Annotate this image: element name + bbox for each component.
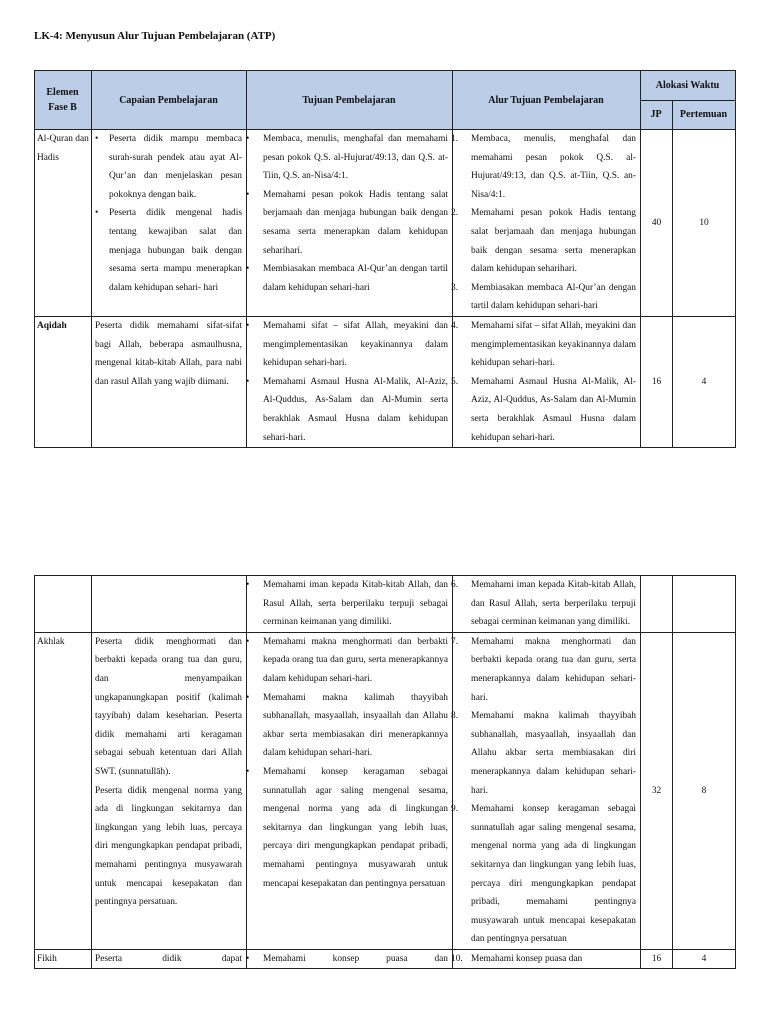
elemen-cell: Al-Quran dan Hadis xyxy=(35,130,92,317)
alur-number: 9. xyxy=(451,804,459,815)
capaian-text: Peserta didik mengenal norma yang ada di lingkungan sekitarnya dan lingkungan yang lebih luas, percaya diri mengungkapkan pendapat pribadi, memahami pentingnya musyawarah untuk mencapai kesepakatan dan pentingnya persatuan. xyxy=(95,785,242,908)
capaian-item: • Peserta didik mampu membaca surah-surah pendek atau ayat Al-Qur’an dan menjelaskan pesan pokoknya dengan baik. xyxy=(95,130,242,204)
alur-item xyxy=(453,707,636,800)
atp-table-page-2 xyxy=(34,575,736,969)
table-row-aqidah xyxy=(35,316,736,447)
alur-text: Memahami Asmaul Husna Al-Malik, Al-Aziz, Al-Quddus, As-Salam dan Al-Mumin serta berakhlak Asmaul Husna dalam kehidupan sehari-hari. xyxy=(471,376,636,443)
header-pertemuan: Pertemuan xyxy=(673,100,736,130)
tujuan-item: • Memahami makna menghormati dan berbakti kepada orang tua dan guru, serta menerapkannya dalam kehidupan sehari-hari. xyxy=(247,633,448,689)
elemen-cell: Akhlak xyxy=(35,632,92,949)
capaian-cell xyxy=(92,576,247,633)
alur-cell xyxy=(453,576,641,633)
alur-item xyxy=(453,317,636,373)
capaian-cell: Peserta didik dapat xyxy=(92,949,247,969)
pertemuan-cell xyxy=(673,576,736,633)
alur-item xyxy=(453,576,636,632)
alur-item xyxy=(453,130,636,204)
header-alur: Alur Tujuan Pembelajaran xyxy=(453,71,641,130)
jp-cell xyxy=(641,576,673,633)
tujuan-item: • Membaca, menulis, menghafal dan memahami pesan pokok Q.S. al-Hujurat/49:13, dan Q.S. at-Tiin, Q.S. an-Nisa/4:1. xyxy=(247,130,448,186)
alur-number: 1. xyxy=(451,134,459,144)
jp-cell: 16 xyxy=(641,949,673,969)
alur-text: Memahami iman kepada Kitab-kitab Allah, dan Rasul Allah, serta berperilaku terpuji sebagai cerminan keimanan yang dimiliki. xyxy=(471,580,636,628)
alur-number: 7. xyxy=(451,636,459,647)
alur-number: 4. xyxy=(451,320,459,331)
alur-number: 8. xyxy=(451,711,459,722)
header-elemen: Elemen Fase B xyxy=(35,71,92,130)
table-row-aqidah-continued xyxy=(35,576,736,633)
capaian-item: • Peserta didik mengenal hadis tentang kewajiban salat dan menjaga hubungan baik dengan sesama serta mampu menerapkan dalam kehidupan sehari- hari xyxy=(95,204,242,297)
tujuan-cell xyxy=(247,949,453,969)
elemen-cell xyxy=(35,576,92,633)
alur-text: Memahami sifat – sifat Allah, meyakini dan mengimplementasikan keyakinannya dalam kehidupan sehari-hari. xyxy=(471,320,636,369)
jp-cell: 16 xyxy=(641,316,673,447)
tujuan-cell xyxy=(247,632,453,949)
alur-item xyxy=(453,279,636,316)
alur-text: Memahami konsep keragaman sebagai sunnatullah agar saling mengenal sesama, mengenal norma yang ada di lingkungan sekitarnya dan lingkungan yang lebih luas, percaya diri mengungkapkan pendapat pribadi, memahami pentingnya musyawarah untuk mencapai kesepakatan dan pentingnya persatuan xyxy=(471,804,636,945)
alur-item xyxy=(453,373,636,447)
alur-item xyxy=(453,800,636,949)
capaian-cell xyxy=(92,632,247,949)
alur-number: 2. xyxy=(451,208,459,219)
alur-cell xyxy=(453,316,641,447)
alur-text: Memahami konsep puasa dan xyxy=(471,953,583,964)
alur-number: 6. xyxy=(451,580,459,590)
alur-text: Membaca, menulis, menghafal dan memahami pesan pokok Q.S. al-Hujurat/49:13, dan Q.S. at-Tiin, Q.S. an-Nisa/4:1. xyxy=(471,134,636,200)
alur-text: Membiasakan membaca Al-Qur’an dengan tartil dalam kehidupan sehari-hari xyxy=(471,282,636,312)
table-row-alquran xyxy=(35,130,736,317)
tujuan-cell xyxy=(247,130,453,317)
alur-number: 5. xyxy=(451,376,459,387)
header-alokasi: Alokasi Waktu xyxy=(641,71,736,101)
tujuan-item: • Memahami sifat – sifat Allah, meyakini dan mengimplementasikan keyakinannya dalam kehidupan sehari-hari. xyxy=(247,317,448,373)
pertemuan-cell: 8 xyxy=(673,632,736,949)
pertemuan-cell: 4 xyxy=(673,949,736,969)
alur-item xyxy=(453,950,636,969)
alur-text: Memahami pesan pokok Hadis tentang salat berjamaah dan menjaga hubungan baik dengan sesama serta menerapkan dalam kehidupan seharihari. xyxy=(471,208,636,275)
alur-cell xyxy=(453,632,641,949)
capaian-text: Peserta didik menghormati dan berbakti kepada orang tua dan guru, dan menyampaikan ungkapanungkapan positif (kalimah tayyibah) dalam keseharian. Peserta didik memahami arti keragaman sebagai sebuah ketentuan dari Allah SWT. (sunnatullāh). xyxy=(95,636,242,777)
header-tujuan: Tujuan Pembelajaran xyxy=(247,71,453,130)
pertemuan-cell: 4 xyxy=(673,316,736,447)
alur-number: 3. xyxy=(451,282,459,293)
tujuan-item: • Memahami konsep puasa dan xyxy=(247,950,448,969)
capaian-cell xyxy=(92,130,247,317)
tujuan-cell xyxy=(247,576,453,633)
capaian-text: Peserta didik memahami sifat-sifat bagi Allah, beberapa asmaulhusna, mengenal kitab-kitab Allah, para nabi dan rasul Allah yang wajib diimani. xyxy=(95,320,242,387)
tujuan-item: • Memahami makna kalimah thayyibah subhanallah, masyaallah, insyaallah dan Allahu akbar serta membiasakan diri menerapkannya dalam kehidupan sehari-hari. xyxy=(247,689,448,763)
alur-item xyxy=(453,204,636,278)
alur-text: Memahami makna kalimah thayyibah subhanallah, masyaallah, insyaallah dan Allahu akbar serta membiasakan diri menerapkannya dalam kehidupan sehari-hari. xyxy=(471,711,636,796)
header-jp: JP xyxy=(641,100,673,130)
tujuan-item: • Memahami Asmaul Husna Al-Malik, Al-Aziz, Al-Quddus, As-Salam dan Al-Mumin serta berakhlak Asmaul Husna dalam kehidupan sehari-hari. xyxy=(247,373,448,447)
tujuan-item: • Memahami konsep keragaman sebagai sunnatullah agar saling mengenal sesama, mengenal norma yang ada di lingkungan sekitarnya dan lingkungan yang lebih luas, percaya diri mengungkapkan pendapat pribadi, memahami pentingnya musyawarah untuk mencapai kesepakatan dan pentingnya persatuan xyxy=(247,763,448,893)
table-row-fikih xyxy=(35,949,736,969)
alur-cell xyxy=(453,949,641,969)
tujuan-item: • Memahami iman kepada Kitab-kitab Allah, dan Rasul Allah, serta berperilaku terpuji sebagai cerminan keimanan yang dimiliki. xyxy=(247,576,448,632)
alur-number: 10. xyxy=(451,953,463,964)
elemen-cell: Aqidah xyxy=(35,316,92,447)
pertemuan-cell: 10 xyxy=(673,130,736,317)
capaian-cell xyxy=(92,316,247,447)
tujuan-item: • Memahami pesan pokok Hadis tentang salat berjamaah dan menjaga hubungan baik dengan sesama serta menerapkan dalam kehidupan sehariharí. xyxy=(247,186,448,260)
alur-item xyxy=(453,633,636,707)
tujuan-item: • Membiasakan membaca Al-Qur’an dengan tartil dalam kehidupan sehari-hari xyxy=(247,260,448,297)
elemen-cell: Fikih xyxy=(35,949,92,969)
header-capaian: Capaian Pembelajaran xyxy=(92,71,247,130)
tujuan-cell xyxy=(247,316,453,447)
alur-text: Memahami makna menghormati dan berbakti kepada orang tua dan guru, serta menerapkannya dalam kehidupan sehari-hari. xyxy=(471,636,636,703)
jp-cell: 40 xyxy=(641,130,673,317)
document-title: LK-4: Menyusun Alur Tujuan Pembelajaran (ATP) xyxy=(34,30,276,42)
alur-cell xyxy=(453,130,641,317)
atp-table-page-1 xyxy=(34,70,736,448)
jp-cell: 32 xyxy=(641,632,673,949)
table-row-akhlak xyxy=(35,632,736,949)
